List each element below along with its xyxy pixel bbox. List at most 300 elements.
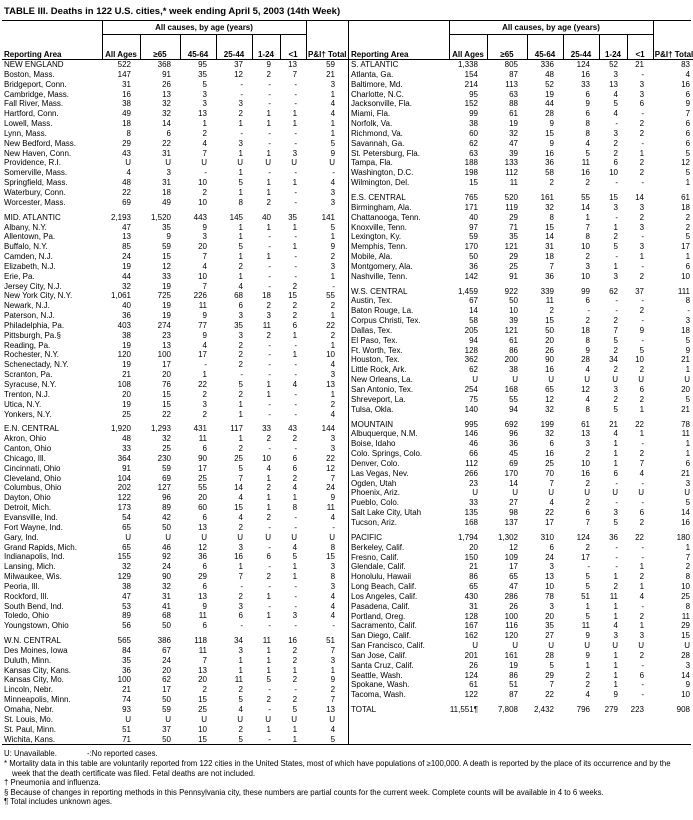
value-cell: 89 xyxy=(162,503,171,513)
table-row xyxy=(349,651,693,661)
value-cell: 12 xyxy=(326,463,336,473)
value-cell: 4 xyxy=(685,69,691,79)
value-cell: - xyxy=(687,306,691,316)
value-cell: 3 xyxy=(639,89,645,99)
value-cell: 20 xyxy=(122,389,131,399)
value-cell: U xyxy=(329,714,336,724)
value-cell: U xyxy=(684,488,691,498)
value-cell: 2 xyxy=(238,261,243,271)
value-cell: 2 xyxy=(238,724,243,734)
value-cell: 3 xyxy=(330,261,336,271)
value-cell: 150 xyxy=(464,552,478,562)
value-cell: 31 xyxy=(162,148,171,158)
value-cell: 20 xyxy=(681,385,691,394)
reporting-area-cell: Lansing, Mich. xyxy=(4,562,56,572)
value-cell: 8 xyxy=(685,601,691,611)
table-row xyxy=(2,188,348,198)
table-row xyxy=(349,272,693,282)
table-row xyxy=(2,272,348,282)
value-cell: 3 xyxy=(330,562,336,572)
value-cell: 3 xyxy=(549,562,554,572)
value-cell: 10 xyxy=(198,724,207,734)
value-cell: 6 xyxy=(166,128,171,138)
value-cell: 22 xyxy=(635,419,645,429)
value-cell: 2 xyxy=(266,572,271,582)
value-cell: 12 xyxy=(234,69,243,79)
value-cell: - xyxy=(268,99,271,109)
value-cell: 8 xyxy=(330,542,336,552)
reporting-area-cell: Richmond, Va. xyxy=(351,128,403,138)
table-row xyxy=(2,80,348,90)
value-cell: 50 xyxy=(162,621,171,631)
reporting-area-cell: Columbus, Ohio xyxy=(4,483,62,493)
value-cell: 55 xyxy=(509,394,518,404)
table-row xyxy=(2,483,348,493)
value-cell: 22 xyxy=(545,508,554,518)
table-body-right xyxy=(349,60,693,716)
value-cell: U xyxy=(201,714,207,724)
value-cell: 5 xyxy=(238,380,243,389)
table-row xyxy=(349,429,693,439)
value-cell: 1 xyxy=(292,242,298,252)
value-cell: 4 xyxy=(330,409,336,419)
value-cell: 2 xyxy=(613,345,618,355)
reporting-area-cell: Camden, N.J. xyxy=(4,252,53,262)
reporting-area-cell: Pueblo, Colo. xyxy=(351,498,400,508)
table-row xyxy=(349,562,693,572)
value-cell: 2 xyxy=(202,409,207,419)
reporting-area-cell: Shreveport, La. xyxy=(351,394,406,404)
value-cell: 339 xyxy=(540,286,554,296)
reporting-area-cell: Tucson, Ariz. xyxy=(351,517,397,527)
value-cell: 19 xyxy=(509,119,518,129)
value-cell: 49 xyxy=(122,109,131,119)
value-cell: 59 xyxy=(326,60,336,69)
value-cell: 38 xyxy=(122,330,131,340)
value-cell: 98 xyxy=(509,508,518,518)
value-cell: 4 xyxy=(330,178,336,188)
table-row xyxy=(349,232,693,242)
value-cell: 62 xyxy=(609,286,618,296)
value-cell: - xyxy=(294,168,298,178)
value-cell: 9 xyxy=(585,345,590,355)
value-cell: 91 xyxy=(509,271,518,281)
value-cell: 12 xyxy=(198,542,207,552)
value-cell: 2 xyxy=(330,399,336,409)
value-cell: 1 xyxy=(330,340,336,350)
value-cell: 1 xyxy=(613,458,618,468)
value-cell: 2 xyxy=(202,128,207,138)
value-cell: 1 xyxy=(238,119,243,129)
table-row xyxy=(2,380,348,390)
value-cell: 2 xyxy=(238,360,243,370)
value-cell: 3 xyxy=(202,89,207,99)
value-cell: 22 xyxy=(162,409,171,419)
value-cell: 20 xyxy=(198,242,207,252)
value-cell: 1 xyxy=(292,178,298,188)
value-cell: 16 xyxy=(234,552,243,562)
region-row xyxy=(2,631,348,646)
value-cell: 15 xyxy=(198,734,207,744)
value-cell: 1 xyxy=(202,119,207,129)
value-cell: 2 xyxy=(238,444,243,454)
reporting-area-cell: W.S. CENTRAL xyxy=(351,286,408,296)
value-cell: - xyxy=(294,621,298,631)
value-cell: 2 xyxy=(585,542,590,552)
value-cell: - xyxy=(294,409,298,419)
value-cell: 5 xyxy=(685,168,691,178)
value-cell: 4 xyxy=(585,394,590,404)
value-cell: 7 xyxy=(549,680,554,690)
reporting-area-cell: E.S. CENTRAL xyxy=(351,192,406,202)
value-cell: 4 xyxy=(585,138,590,148)
value-cell: 9 xyxy=(330,675,336,685)
value-cell: 3 xyxy=(238,138,243,148)
value-cell: 3 xyxy=(202,399,207,409)
value-cell: - xyxy=(587,306,590,316)
value-cell: 266 xyxy=(464,468,478,478)
value-cell: - xyxy=(294,99,298,109)
value-cell: 11 xyxy=(198,645,207,655)
reporting-area-cell: Cambridge, Mass. xyxy=(4,89,69,99)
value-cell: 4 xyxy=(330,601,336,611)
value-cell: 3 xyxy=(613,202,618,212)
value-cell: 13 xyxy=(122,232,131,242)
value-cell: 4 xyxy=(613,89,618,99)
value-cell: 6 xyxy=(639,670,645,680)
value-cell: 27 xyxy=(509,498,518,508)
value-cell: 6 xyxy=(292,463,298,473)
value-cell: 3 xyxy=(202,99,207,109)
table-row xyxy=(349,572,693,582)
value-cell: 5 xyxy=(639,345,645,355)
value-cell: 50 xyxy=(545,325,554,335)
value-cell: 4 xyxy=(330,109,336,119)
value-cell: 1 xyxy=(238,562,243,572)
value-cell: 1 xyxy=(202,370,207,380)
table-row xyxy=(2,582,348,592)
reporting-area-cell: Honolulu, Hawaii xyxy=(351,572,412,582)
value-cell: 3 xyxy=(330,187,336,197)
value-cell: 47 xyxy=(122,222,131,232)
value-cell: 36 xyxy=(509,439,518,449)
reporting-area-cell: New York City, N.Y. xyxy=(4,291,73,301)
value-cell: 1 xyxy=(639,429,645,439)
value-cell: 122 xyxy=(464,690,478,700)
value-cell: U xyxy=(512,488,518,498)
value-cell: 68 xyxy=(162,611,171,621)
table-row xyxy=(2,592,348,602)
value-cell: 1 xyxy=(238,187,243,197)
value-cell: 11 xyxy=(609,591,618,601)
region-row xyxy=(2,208,348,223)
value-cell: 10 xyxy=(635,355,645,365)
value-cell: 6 xyxy=(685,128,691,138)
value-cell: 18 xyxy=(262,291,271,301)
value-cell: 38 xyxy=(469,119,478,129)
value-cell: - xyxy=(332,522,336,532)
value-cell: 3 xyxy=(166,168,171,178)
value-cell: 71 xyxy=(122,734,131,744)
value-cell: - xyxy=(268,685,271,695)
value-cell: 86 xyxy=(509,345,518,355)
value-cell: U xyxy=(265,714,271,724)
value-cell: 2 xyxy=(585,316,590,326)
value-cell: 5 xyxy=(266,675,271,685)
value-cell: - xyxy=(641,335,645,345)
value-cell: 161 xyxy=(540,192,554,202)
table-row xyxy=(349,395,693,405)
value-cell: U xyxy=(201,158,207,168)
value-cell: 11 xyxy=(581,621,590,631)
value-cell: 28 xyxy=(545,650,554,660)
value-cell: 8 xyxy=(126,128,131,138)
table-row xyxy=(349,582,693,592)
value-cell: 2 xyxy=(585,670,590,680)
value-cell: - xyxy=(294,399,298,409)
legend-unavailable: U: Unavailable. xyxy=(4,749,57,759)
value-cell: - xyxy=(641,542,645,552)
table-row xyxy=(349,479,693,489)
value-cell: 1 xyxy=(266,380,271,389)
table-row xyxy=(2,350,348,360)
value-cell: 53 xyxy=(122,601,131,611)
value-cell: 6 xyxy=(292,320,298,330)
table-row xyxy=(349,99,693,109)
value-cell: 34 xyxy=(234,636,243,646)
value-cell: 1 xyxy=(330,232,336,242)
value-cell: 11 xyxy=(262,320,271,330)
value-cell: 362 xyxy=(464,355,478,365)
value-cell: - xyxy=(294,591,298,601)
reporting-area-cell: Memphis, Tenn. xyxy=(351,242,408,252)
value-cell: - xyxy=(294,581,298,591)
value-cell: 6 xyxy=(266,552,271,562)
value-cell: 7 xyxy=(549,261,554,271)
value-cell: 1 xyxy=(266,473,271,483)
table-row xyxy=(2,715,348,725)
value-cell: - xyxy=(615,252,618,262)
value-cell: 7,808 xyxy=(497,705,518,715)
value-cell: 2 xyxy=(330,685,336,695)
reporting-area-cell: Ft. Worth, Tex. xyxy=(351,345,403,355)
value-cell: 65 xyxy=(469,582,478,592)
value-cell: 92 xyxy=(162,552,171,562)
value-cell: 120 xyxy=(504,631,518,641)
value-cell: 3 xyxy=(549,601,554,611)
value-cell: 5 xyxy=(549,660,554,670)
value-cell: 16 xyxy=(581,168,590,178)
value-cell: 1 xyxy=(292,109,298,119)
value-cell: 2 xyxy=(639,306,645,316)
table-row xyxy=(2,70,348,80)
value-cell: U xyxy=(291,532,298,542)
value-cell: 2 xyxy=(613,138,618,148)
value-cell: 95 xyxy=(469,89,478,99)
value-cell: 13 xyxy=(288,60,298,69)
value-cell: 2,193 xyxy=(110,212,131,222)
value-cell: 1 xyxy=(238,409,243,419)
value-cell: 23 xyxy=(162,330,171,340)
table-row xyxy=(349,602,693,612)
value-cell: 65 xyxy=(545,385,554,394)
value-cell: U xyxy=(684,375,691,385)
value-cell: 16 xyxy=(681,517,691,527)
value-cell: 1 xyxy=(292,350,298,360)
value-cell: 7 xyxy=(330,645,336,655)
value-cell: 4 xyxy=(238,705,243,714)
value-cell: 1 xyxy=(613,660,618,670)
value-cell: 104 xyxy=(117,473,131,483)
value-cell: 161 xyxy=(504,650,518,660)
value-cell: 128 xyxy=(464,345,478,355)
value-cell: - xyxy=(268,242,271,252)
value-cell: 6 xyxy=(202,621,207,631)
value-cell: 15 xyxy=(681,631,691,641)
reporting-area-cell: Waterbury, Conn. xyxy=(4,187,66,197)
reporting-area-cell: Scranton, Pa. xyxy=(4,370,53,380)
value-cell: - xyxy=(268,261,271,271)
value-cell: - xyxy=(294,232,298,242)
value-cell: 50 xyxy=(162,734,171,744)
value-cell: 1 xyxy=(266,611,271,621)
value-cell: 90 xyxy=(545,355,554,365)
value-cell: 6 xyxy=(585,89,590,99)
value-cell: 13 xyxy=(198,109,207,119)
value-cell: 29 xyxy=(509,212,518,222)
value-cell: - xyxy=(204,168,207,178)
value-cell: 5 xyxy=(685,498,691,508)
value-cell: 805 xyxy=(504,60,518,69)
value-cell: 2 xyxy=(266,69,271,79)
value-cell: 28 xyxy=(681,650,691,660)
value-cell: 2 xyxy=(238,685,243,695)
table-row xyxy=(349,459,693,469)
value-cell: U xyxy=(612,641,618,651)
value-cell: - xyxy=(268,542,271,552)
value-cell: 18 xyxy=(581,325,590,335)
value-cell: 443 xyxy=(193,212,207,222)
value-cell: 1 xyxy=(330,89,336,99)
value-cell: 10 xyxy=(609,168,618,178)
value-cell: 1 xyxy=(266,148,271,158)
value-cell: 1 xyxy=(266,724,271,734)
value-cell: 13 xyxy=(545,572,554,582)
table-row xyxy=(2,400,348,410)
value-cell: 15 xyxy=(469,178,478,188)
value-cell: 1 xyxy=(585,212,590,222)
reporting-area-cell: Colo. Springs, Colo. xyxy=(351,449,423,459)
reporting-area-cell: Albuquerque, N.M. xyxy=(351,429,418,439)
reporting-area-cell: Baton Rouge, La. xyxy=(351,306,414,316)
value-cell: 5 xyxy=(330,138,336,148)
value-cell: 108 xyxy=(117,380,131,389)
reporting-area-cell: Syracuse, N.Y. xyxy=(4,380,57,389)
value-cell: 65 xyxy=(122,542,131,552)
value-cell: 10 xyxy=(326,350,336,360)
table-row xyxy=(349,252,693,262)
value-cell: 2 xyxy=(613,148,618,158)
table-row xyxy=(2,464,348,474)
value-cell: 29 xyxy=(509,252,518,262)
reporting-area-cell: Salt Lake City, Utah xyxy=(351,508,422,518)
col-header-25-44: 25-44 xyxy=(563,35,599,60)
value-cell: U xyxy=(548,375,554,385)
reporting-area-cell: Schenectady, N.Y. xyxy=(4,360,69,370)
value-cell: 6 xyxy=(202,562,207,572)
value-cell: 15 xyxy=(609,192,618,202)
table-row xyxy=(2,572,348,582)
value-cell: 22 xyxy=(162,138,171,148)
col-header-45-64: 45-64 xyxy=(527,35,563,60)
table-row xyxy=(2,301,348,311)
value-cell: 9 xyxy=(685,680,691,690)
value-cell: 1,061 xyxy=(110,291,131,301)
reporting-area-cell: Long Beach, Calif. xyxy=(351,582,417,592)
value-cell: 8 xyxy=(585,232,590,242)
value-cell: 33 xyxy=(162,271,171,281)
value-cell: 32 xyxy=(162,109,171,119)
value-cell: 112 xyxy=(465,458,478,468)
value-cell: 10 xyxy=(198,271,207,281)
table-row xyxy=(2,158,348,168)
value-cell: U xyxy=(638,641,645,651)
value-cell: U xyxy=(472,488,478,498)
value-cell: 33 xyxy=(581,79,590,89)
value-cell: - xyxy=(294,512,298,522)
table-row xyxy=(2,139,348,149)
value-cell: 21 xyxy=(681,404,691,414)
value-cell: - xyxy=(294,197,298,207)
value-cell: U xyxy=(472,375,478,385)
value-cell: 4 xyxy=(238,281,243,291)
col-header-reporting-area: Reporting Area xyxy=(2,35,102,60)
value-cell: 15 xyxy=(326,552,336,562)
value-cell: 37 xyxy=(635,286,645,296)
value-cell: 19 xyxy=(162,281,171,291)
value-cell: 48 xyxy=(545,69,554,79)
table-row xyxy=(349,612,693,622)
value-cell: 40 xyxy=(262,212,271,222)
table-row xyxy=(349,262,693,272)
value-cell: - xyxy=(641,660,645,670)
table-row xyxy=(2,474,348,484)
value-cell: - xyxy=(268,444,271,454)
table-row xyxy=(349,158,693,168)
value-cell: 9 xyxy=(202,222,207,232)
value-cell: 78 xyxy=(545,591,554,601)
value-cell: 431 xyxy=(193,424,207,434)
value-cell: 15 xyxy=(545,316,554,326)
reporting-area-cell: Cincinnati, Ohio xyxy=(4,463,61,473)
value-cell: 96 xyxy=(162,493,171,503)
value-cell: 18 xyxy=(545,252,554,262)
value-cell: 2 xyxy=(330,252,336,262)
value-cell: 36 xyxy=(545,271,554,281)
value-cell: 20 xyxy=(469,542,478,552)
reporting-area-cell: Ogden, Utah xyxy=(351,478,397,488)
value-cell: - xyxy=(615,562,618,572)
reporting-area-cell: Albany, N.Y. xyxy=(4,222,47,232)
value-cell: 167 xyxy=(464,621,478,631)
value-cell: 46 xyxy=(469,439,478,449)
value-cell: 15 xyxy=(288,291,298,301)
value-cell: 14 xyxy=(509,478,518,488)
value-cell: 5 xyxy=(585,148,590,158)
reporting-area-cell: Akron, Ohio xyxy=(4,434,47,444)
value-cell: 76 xyxy=(162,380,171,389)
value-cell: 8 xyxy=(292,503,298,513)
